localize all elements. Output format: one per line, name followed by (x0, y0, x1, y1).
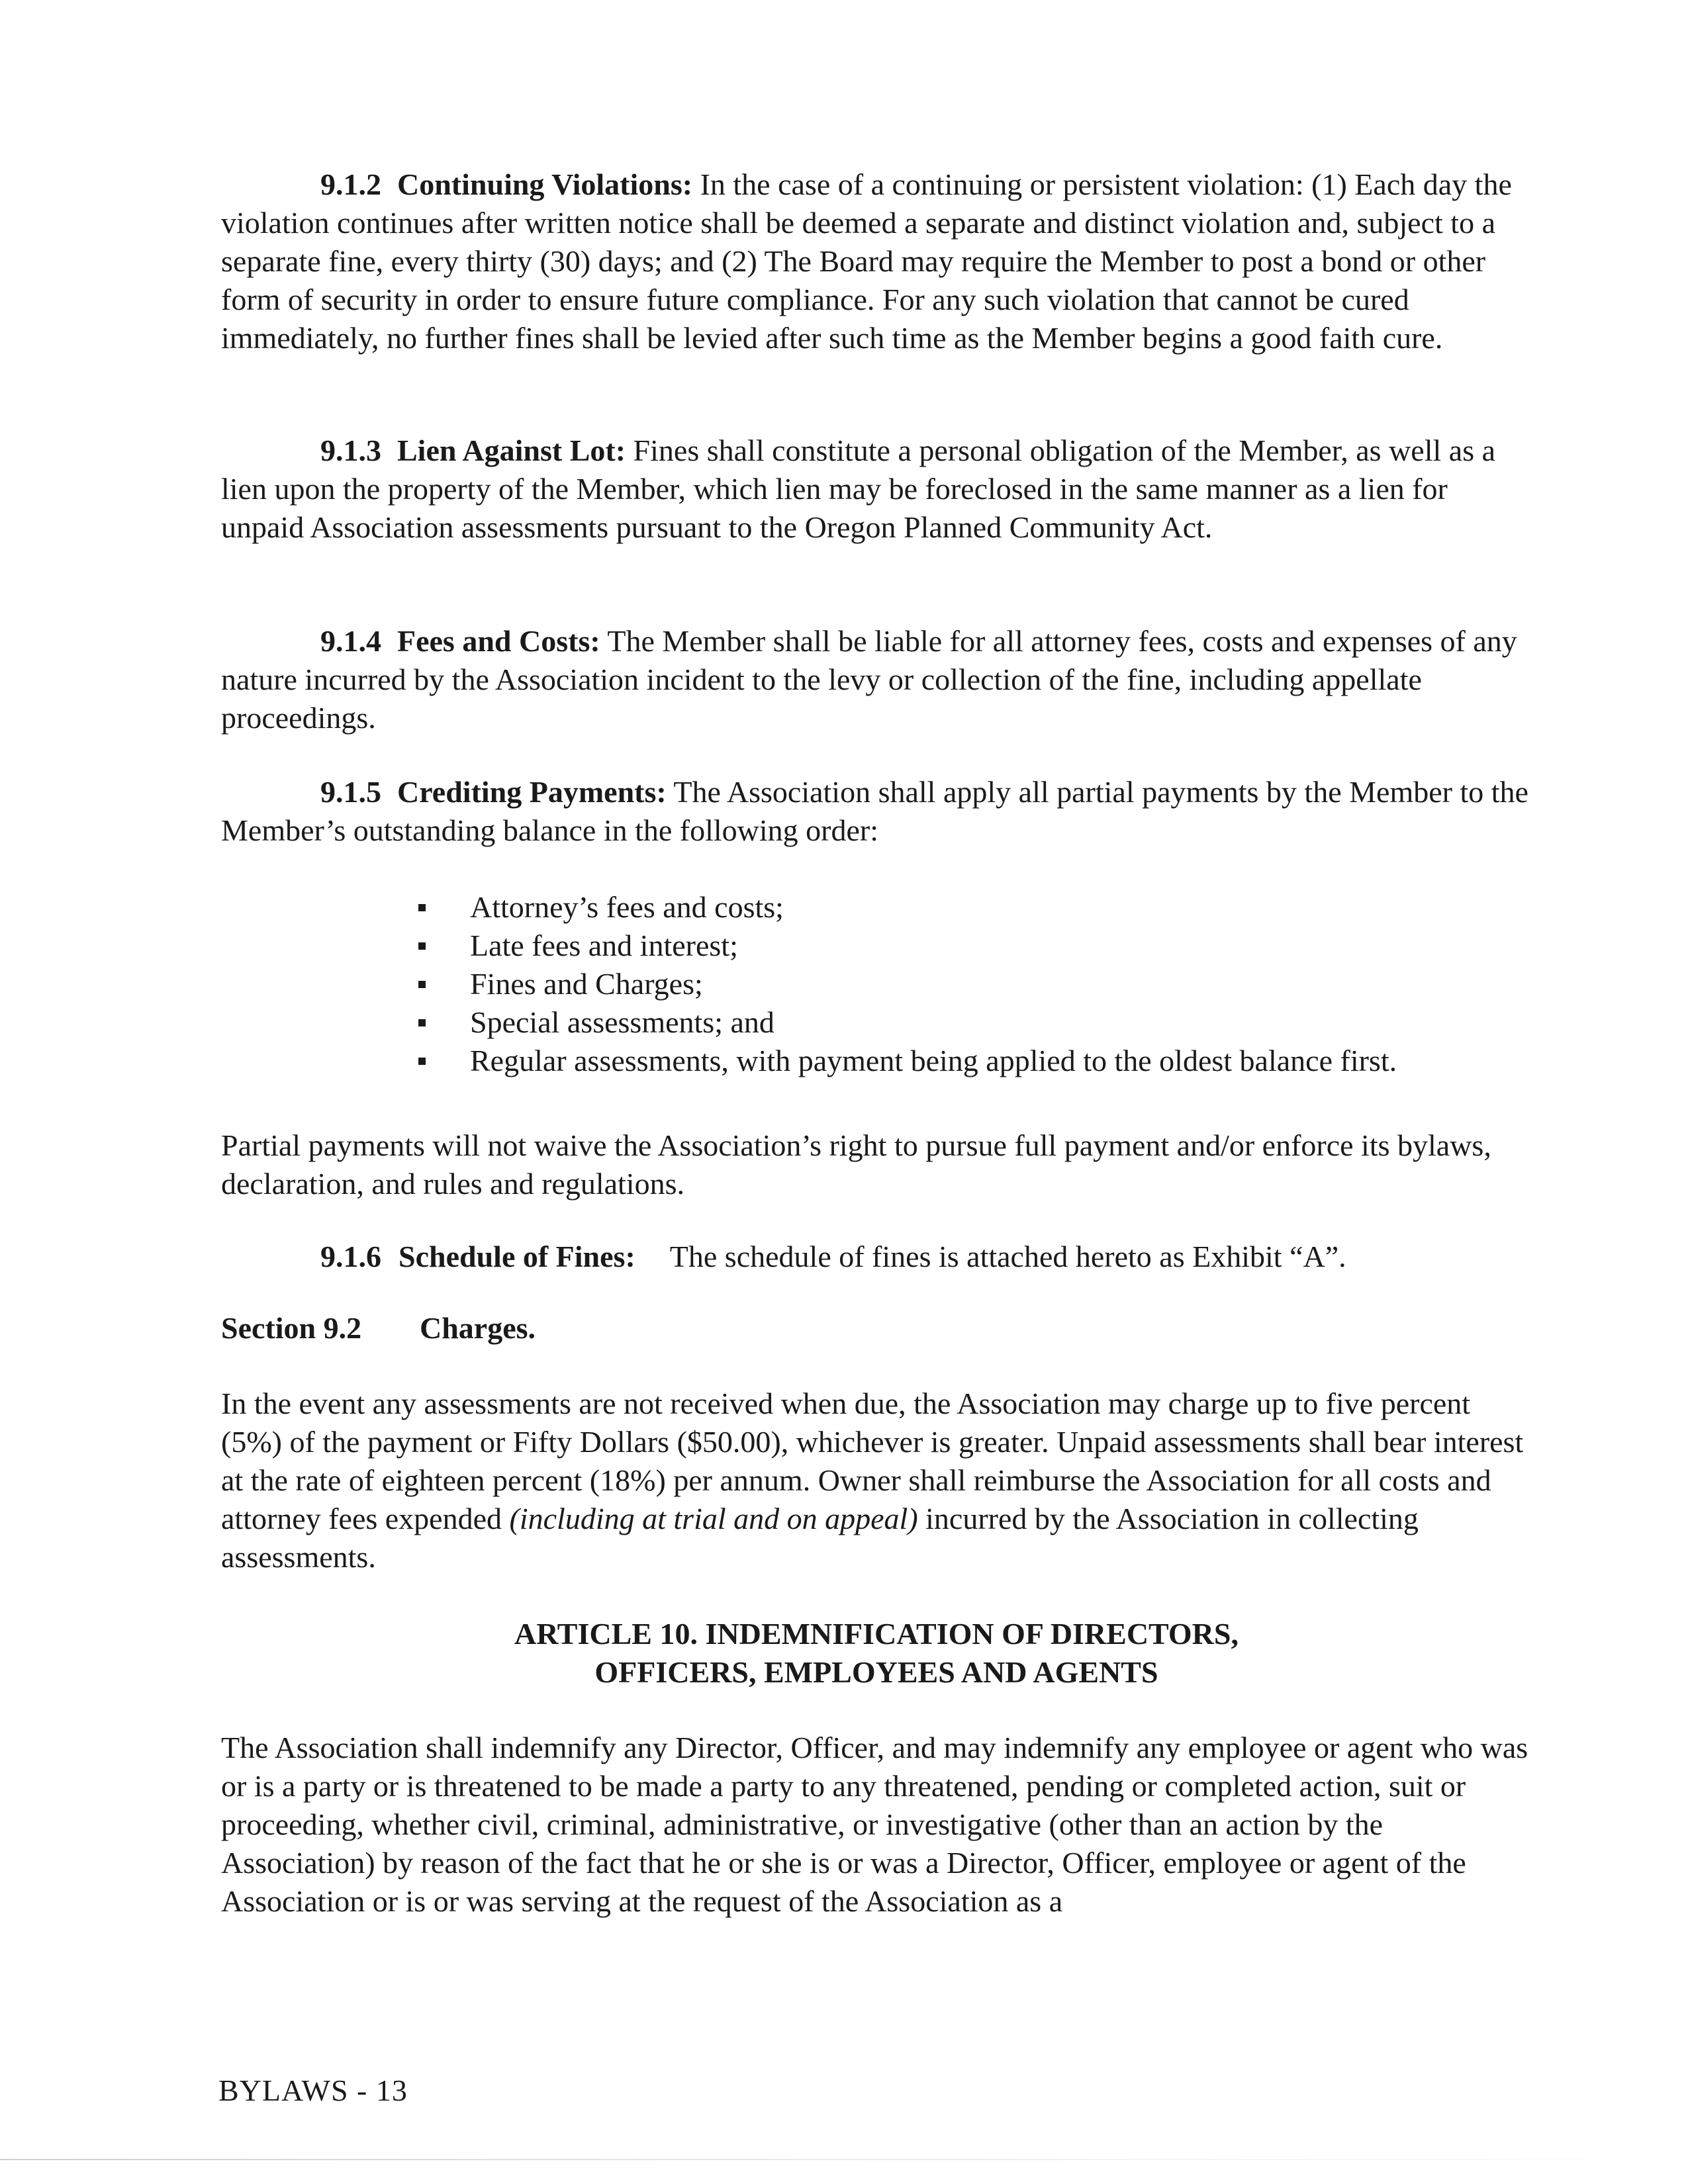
article-title-line-1: ARTICLE 10. INDEMNIFICATION OF DIRECTORS, (514, 1617, 1239, 1651)
list-item: Regular assessments, with payment being applied to the oldest balance first. (417, 1042, 1542, 1080)
list-item: Late fees and interest; (417, 927, 1542, 965)
section-9-2-heading (221, 1309, 536, 1347)
list-item: Special assessments; and (417, 1003, 1542, 1042)
section-heading: Charges. (420, 1311, 536, 1345)
section-9-2-body: In the event any assessments are not received when due, the Association may charge up to five percent (5%) of the payment or Fifty Dollars ($50.00), whichever is greater. Unpaid assessments shall bear interest at the rate of eighteen percent (18%) per annum. Owner shall reimburse the Association for all costs and attorney fees expended (including at trial and on appeal) incurred by the Association in collecting assessments. (221, 1387, 1524, 1574)
article-10-body: The Association shall indemnify any Director, Officer, and may indemnify any employee or agent who was or is a party or is threatened to be made a party to any threatened, pending or completed action, suit or proceeding, whether civil, criminal, administrative, or investigative (other than an action by the Association) by reason of the fact that he or she is or was a Director, Officer, employee or agent of the Association or is or was serving at the request of the Association as a (221, 1731, 1528, 1918)
section-heading: Crediting Payments: (397, 775, 667, 809)
section-body: In the case of a continuing or persistent violation: (1) Each day the violation continues after written notice shall be deemed a separate and distinct violation and, subject to a separate fine, every thirty (30) days; and (2) The Board may require the Member to post a bond or other form of security in order to ensure future compliance. For any such violation that cannot be cured immediately, no further fines shall be levied after such time as the Member begins a good faith cure. (221, 167, 1512, 355)
section-number: 9.1.4 (320, 624, 381, 658)
section-heading: Lien Against Lot: (397, 433, 626, 467)
section-number: 9.1.6 (320, 1240, 381, 1273)
scan-edge-divider (0, 2159, 1688, 2160)
payment-order-list (417, 888, 1542, 1080)
section-9-1-2 (221, 165, 1532, 357)
bullet-square-icon (418, 904, 426, 911)
page-footer: BYLAWS - 13 (218, 2073, 408, 2107)
list-item: Attorney’s fees and costs; (417, 888, 1542, 927)
article-title-line-2: OFFICERS, EMPLOYEES AND AGENTS (594, 1655, 1158, 1689)
section-heading: Schedule of Fines: (399, 1240, 635, 1273)
section-number: 9.1.5 (320, 775, 381, 809)
section-number: 9.1.2 (320, 167, 381, 201)
section-9-1-3 (221, 432, 1532, 547)
bullet-square-icon (418, 942, 426, 950)
list-item: Fines and Charges; (417, 965, 1542, 1003)
section-heading: Fees and Costs: (397, 624, 600, 658)
italic-phrase: (including at trial and on appeal) (509, 1502, 918, 1535)
section-9-1-5 (221, 773, 1532, 850)
partial-payments-paragraph: Partial payments will not waive the Association’s right to pursue full payment and/or enforce its bylaws, declaration, and rules and regulations. (221, 1128, 1491, 1201)
section-9-1-4 (221, 622, 1532, 737)
section-number: 9.1.3 (320, 433, 381, 467)
section-number: Section 9.2 (221, 1311, 362, 1345)
bullet-square-icon (418, 1058, 426, 1065)
article-10-title (221, 1615, 1532, 1692)
bullet-square-icon (418, 1019, 426, 1026)
section-body: The Association shall apply all partial payments by the Member to the Member’s outstanding balance in the following order: (221, 775, 1528, 847)
section-9-1-6 (320, 1238, 1346, 1276)
section-body: The Member shall be liable for all attorney fees, costs and expenses of any nature incurred by the Association incident to the levy or collection of the fine, including appellate proceedings. (221, 624, 1517, 735)
section-heading: Continuing Violations: (397, 167, 693, 201)
section-body: The schedule of fines is attached hereto as Exhibit “A”. (669, 1240, 1346, 1273)
section-body: Fines shall constitute a personal obligation of the Member, as well as a lien upon the property of the Member, which lien may be foreclosed in the same manner as a lien for unpaid Association assessments pursuant to the Oregon Planned Community Act. (221, 433, 1496, 544)
bullet-square-icon (418, 981, 426, 988)
